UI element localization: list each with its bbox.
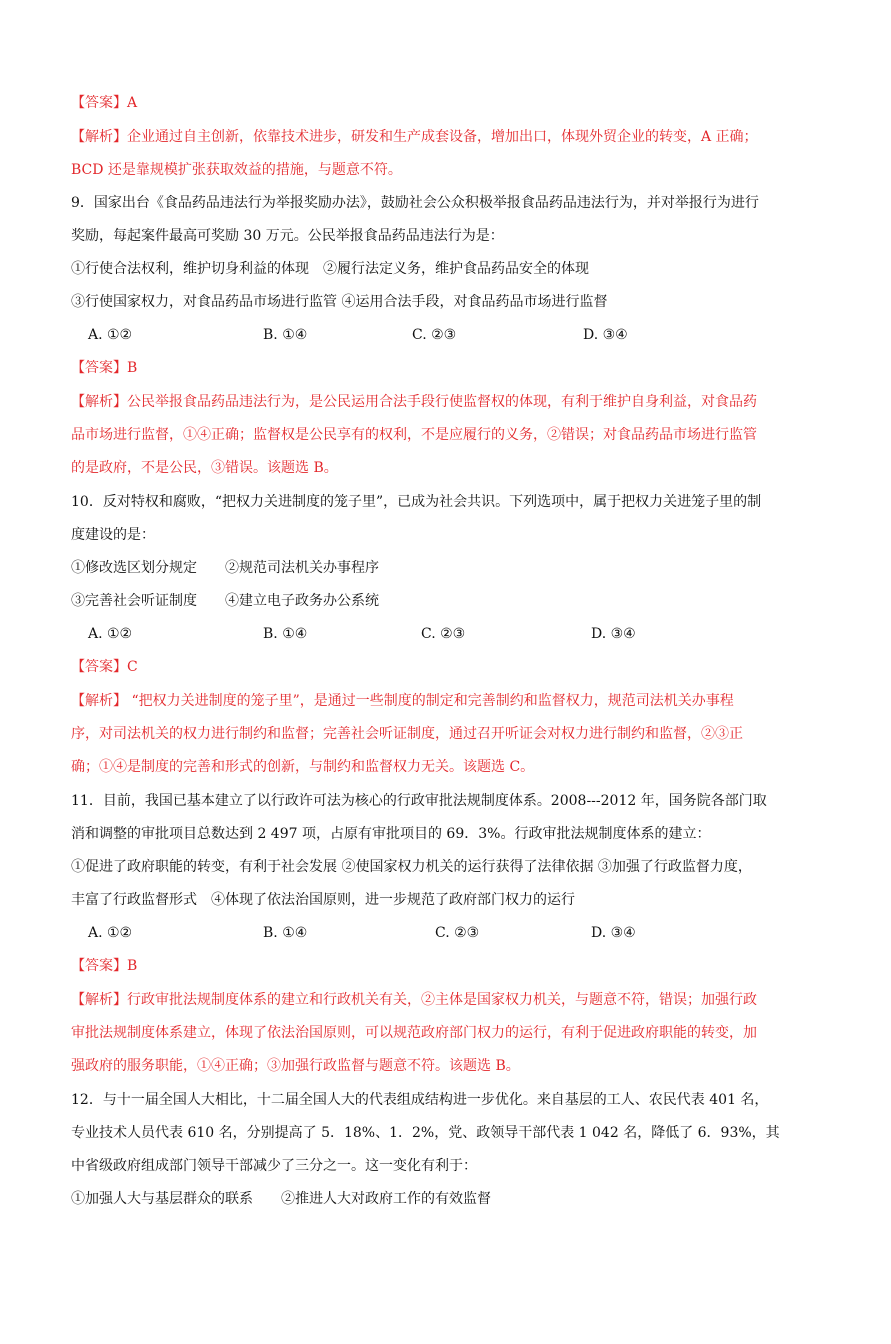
option-a: A. ①②: [88, 626, 133, 642]
statement-line: ①加强人大与基层群众的联系 ②推进人大对政府工作的有效监督: [71, 1191, 491, 1207]
analysis-line: [71, 391, 820, 413]
analysis-line: BCD 还是靠规模扩张获取效益的措施，与题意不符。: [71, 162, 402, 178]
statement-line: 丰富了行政监督形式 ④体现了依法治国原则，进一步规范了政府部门权力的运行: [71, 892, 575, 908]
analysis-line: 审批法规制度体系建立，体现了依法治国原则，可以规范政府部门权力的运行，有利于促进政府职能的转变，加: [71, 1025, 757, 1041]
option-b: B. ①④: [263, 327, 308, 343]
analysis-text: 行政审批法规制度体系的建立和行政机关有关，②主体是国家权力机关，与题意不符，错误；加强行政: [127, 992, 757, 1008]
option-d: D. ③④: [591, 626, 636, 642]
options-row: [71, 623, 820, 645]
answer-line: [71, 955, 820, 977]
option-d: D. ③④: [591, 925, 636, 941]
answer-tag: 【答案】: [71, 95, 127, 111]
analysis-line: 确；①④是制度的完善和形式的创新，与制约和监督权力无关。该题选 C。: [71, 759, 535, 775]
analysis-tag: 【解析】: [71, 129, 127, 145]
option-b: B. ①④: [263, 626, 308, 642]
option-a: A. ①②: [88, 327, 133, 343]
answer-value: B: [127, 360, 138, 376]
answer-line: [71, 92, 820, 114]
question-stem: 10．反对特权和腐败，“把权力关进制度的笼子里”，已成为社会共识。下列选项中，属于把权力关进笼子里的制: [71, 494, 762, 510]
answer-value: A: [127, 95, 138, 111]
analysis-line: [71, 690, 820, 712]
statement-line: ①修改选区划分规定 ②规范司法机关办事程序: [71, 560, 379, 576]
question-stem: 12．与十一届全国人大相比，十二届全国人大的代表组成结构进一步优化。来自基层的工人、农民代表 401 名，: [71, 1092, 769, 1108]
question-stem: 消和调整的审批项目总数达到 2 497 项，占原有审批项目的 69．3%。行政审批法规制度体系的建立：: [71, 826, 711, 842]
analysis-line: [71, 989, 820, 1011]
statement-line: ①促进了政府职能的转变，有利于社会发展 ②使国家权力机关的运行获得了法律依据 ③加强了行政监督力度，: [71, 859, 752, 875]
option-c: C. ②③: [435, 925, 480, 941]
question-stem: 9．国家出台《食品药品违法行为举报奖励办法》，鼓励社会公众积极举报食品药品违法行为，并对举报行为进行: [71, 195, 759, 211]
answer-line: [71, 656, 820, 678]
statement-line: ③行使国家权力，对食品药品市场进行监管 ④运用合法手段，对食品药品市场进行监督: [71, 294, 608, 310]
analysis-text: 公民举报食品药品违法行为，是公民运用合法手段行使监督权的体现，有利于维护自身利益，对食品药: [127, 394, 757, 410]
statement-line: ①行使合法权利，维护切身利益的体现 ②履行法定义务，维护食品药品安全的体现: [71, 261, 589, 277]
analysis-line: 序，对司法机关的权力进行制约和监督；完善社会听证制度，通过召开听证会对权力进行制约和监督，②③正: [71, 726, 743, 742]
question-stem: 中省级政府组成部门领导干部减少了三分之一。这一变化有利于：: [71, 1158, 477, 1174]
question-stem: 专业技术人员代表 610 名，分别提高了 5．18%、1．2%，党、政领导干部代表 1 042 名，降低了 6．93%，其: [71, 1125, 780, 1141]
answer-tag: 【答案】: [71, 659, 127, 675]
question-stem: 度建设的是：: [71, 527, 155, 543]
options-row: [71, 324, 820, 346]
analysis-tag: 【解析】: [71, 693, 127, 709]
statement-line: ③完善社会听证制度 ④建立电子政务办公系统: [71, 593, 379, 609]
analysis-line: 品市场进行监督，①④正确；监督权是公民享有的权利，不是应履行的义务，②错误；对食品药品市场进行监管: [71, 427, 757, 443]
answer-tag: 【答案】: [71, 958, 127, 974]
options-row: [71, 922, 820, 944]
analysis-line: 的是政府，不是公民，③错误。该题选 B。: [71, 460, 338, 476]
analysis-text: 企业通过自主创新，依靠技术进步，研发和生产成套设备，增加出口，体现外贸企业的转变，A 正确；: [127, 129, 758, 145]
option-b: B. ①④: [263, 925, 308, 941]
analysis-tag: 【解析】: [71, 394, 127, 410]
option-c: C. ②③: [412, 327, 457, 343]
answer-value: B: [127, 958, 138, 974]
question-stem: 奖励，每起案件最高可奖励 30 万元。公民举报食品药品违法行为是：: [71, 228, 504, 244]
analysis-tag: 【解析】: [71, 992, 127, 1008]
question-stem: 11．目前，我国已基本建立了以行政许可法为核心的行政审批法规制度体系。2008---2012 年，国务院各部门取: [71, 793, 767, 809]
answer-line: [71, 357, 820, 379]
answer-value: C: [127, 659, 138, 675]
option-a: A. ①②: [88, 925, 133, 941]
analysis-line: [71, 126, 820, 148]
analysis-line: 强政府的服务职能，①④正确；③加强行政监督与题意不符。该题选 B。: [71, 1058, 520, 1074]
analysis-text: “把权力关进制度的笼子里”，是通过一些制度的制定和完善制约和监督权力，规范司法机关办事程: [127, 693, 734, 709]
option-c: C. ②③: [421, 626, 466, 642]
option-d: D. ③④: [583, 327, 628, 343]
answer-tag: 【答案】: [71, 360, 127, 376]
